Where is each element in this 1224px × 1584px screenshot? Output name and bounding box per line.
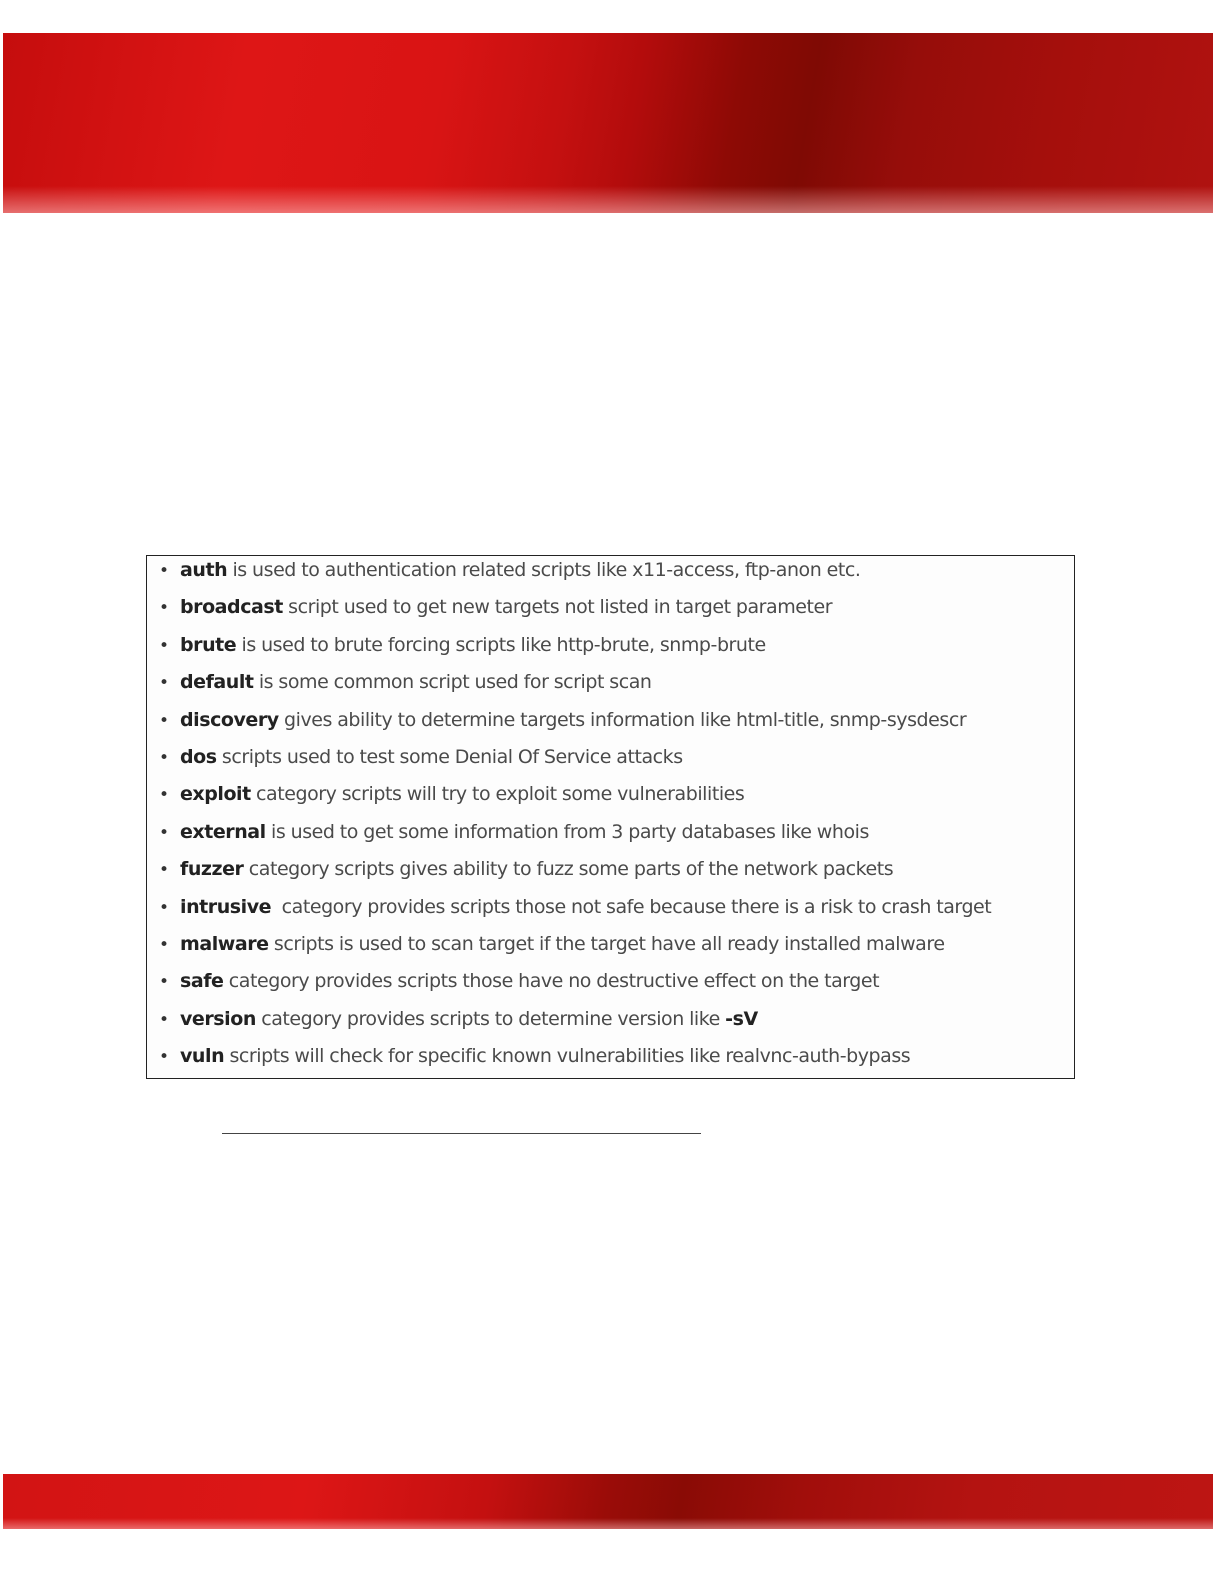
category-term: version bbox=[180, 1007, 256, 1030]
list-item bbox=[159, 893, 1070, 930]
category-description: is some common script used for script scan bbox=[253, 671, 652, 694]
list-item bbox=[159, 556, 1070, 593]
list-item bbox=[159, 967, 1070, 1004]
category-description: is used to brute forcing scripts like http-brute, snmp-brute bbox=[236, 633, 766, 656]
bullet-icon: • bbox=[159, 673, 169, 694]
category-term: external bbox=[180, 820, 266, 843]
category-term: dos bbox=[180, 745, 217, 768]
bullet-icon: • bbox=[159, 972, 169, 993]
list-item bbox=[159, 818, 1070, 855]
version-flag: -sV bbox=[725, 1007, 758, 1030]
category-term: safe bbox=[180, 970, 224, 993]
bullet-icon: • bbox=[159, 860, 169, 881]
bullet-icon: • bbox=[159, 785, 169, 806]
category-description: is used to get some information from 3 party databases like whois bbox=[265, 820, 869, 843]
bullet-icon: • bbox=[159, 561, 169, 581]
list-item bbox=[159, 668, 1070, 705]
bullet-icon: • bbox=[159, 897, 169, 918]
list-item bbox=[159, 706, 1070, 743]
category-term: auth bbox=[180, 559, 228, 581]
category-term: intrusive bbox=[180, 895, 272, 918]
category-term: default bbox=[180, 671, 254, 694]
header-banner bbox=[3, 33, 1213, 213]
category-term: discovery bbox=[180, 708, 279, 731]
category-description: category scripts will try to exploit some vulnerabilities bbox=[250, 783, 745, 806]
category-description: script used to get new targets not listed in target parameter bbox=[282, 596, 833, 619]
bullet-icon: • bbox=[159, 1047, 169, 1068]
category-description: category provides scripts those have no destructive effect on the target bbox=[223, 970, 880, 993]
category-term: exploit bbox=[180, 783, 251, 806]
bullet-icon: • bbox=[159, 635, 169, 656]
list-item bbox=[159, 743, 1070, 780]
bullet-icon: • bbox=[159, 598, 169, 619]
category-description: gives ability to determine targets information like html-title, snmp-sysdescr bbox=[278, 708, 967, 731]
category-term: fuzzer bbox=[180, 858, 244, 881]
footer-banner bbox=[3, 1474, 1213, 1529]
bullet-icon: • bbox=[159, 934, 169, 955]
category-term: broadcast bbox=[180, 596, 283, 619]
category-description: category provides scripts those not safe because there is a risk to crash target bbox=[271, 895, 992, 918]
script-categories-box bbox=[146, 555, 1075, 1079]
bullet-icon: • bbox=[159, 822, 169, 843]
list-item bbox=[159, 631, 1070, 668]
script-categories-list bbox=[159, 556, 1070, 1079]
category-description: is used to authentication related scripts like x11-access, ftp-anon etc. bbox=[227, 559, 861, 581]
category-description: scripts used to test some Denial Of Service attacks bbox=[216, 745, 683, 768]
category-term: malware bbox=[180, 932, 269, 955]
bullet-icon: • bbox=[159, 747, 169, 768]
category-term: vuln bbox=[180, 1045, 225, 1068]
bullet-icon: • bbox=[159, 710, 169, 731]
list-item bbox=[159, 930, 1070, 967]
bullet-icon: • bbox=[159, 1009, 169, 1030]
list-item bbox=[159, 780, 1070, 817]
category-description: category provides scripts to determine version like bbox=[255, 1007, 726, 1030]
category-term: brute bbox=[180, 633, 237, 656]
list-item bbox=[159, 1042, 1070, 1079]
category-description: category scripts gives ability to fuzz some parts of the network packets bbox=[243, 858, 894, 881]
list-item bbox=[159, 593, 1070, 630]
category-description: scripts is used to scan target if the target have all ready installed malware bbox=[268, 932, 945, 955]
horizontal-rule bbox=[222, 1133, 701, 1134]
list-item bbox=[159, 855, 1070, 892]
category-description: scripts will check for specific known vulnerabilities like realvnc-auth-bypass bbox=[224, 1045, 911, 1068]
list-item bbox=[159, 1005, 1070, 1042]
